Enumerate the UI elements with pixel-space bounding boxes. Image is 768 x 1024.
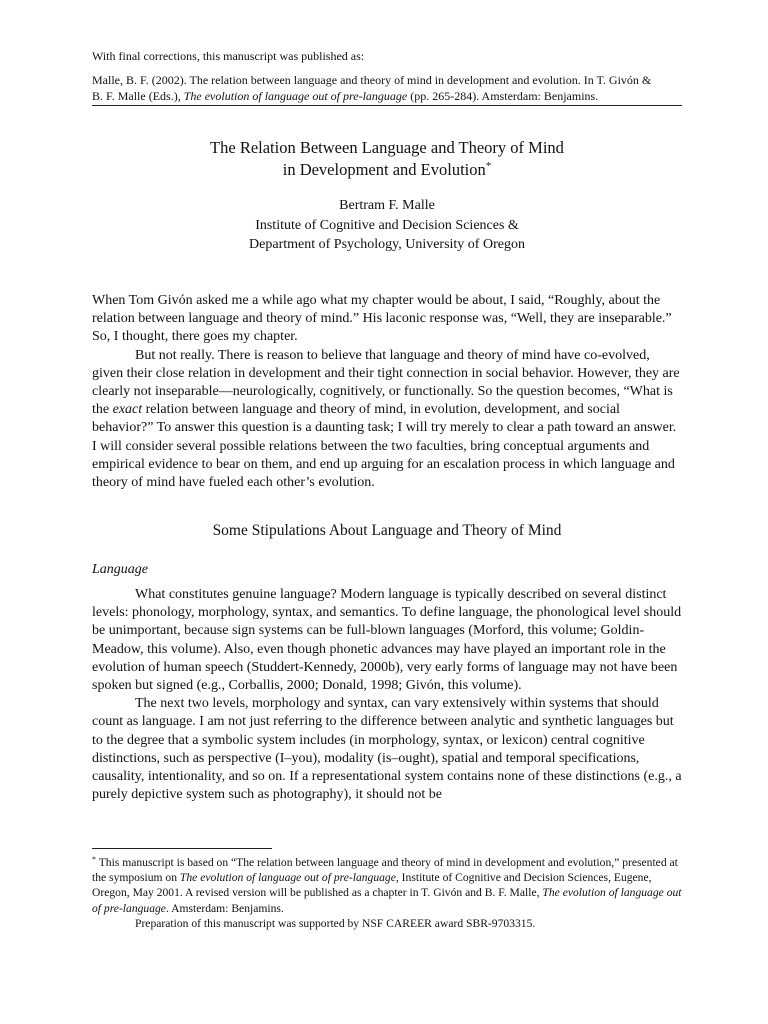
language-section <box>92 586 682 804</box>
language-paragraph-2: The next two levels, morphology and syntax, can vary extensively within systems that should count as language. I am not just referring to the difference between analytic and synthetic languages but to the degree that a symbolic system includes (in morphology, syntax, or lexicon) central cognitive distinctions, such as perspective (I–you), modality (is–ought), spatial and temporal specifications, causality, intentionality, and so on. If a representational system contains none of these distinctions (e.g., a purely depictive system such as photography), it should not be <box>92 696 682 803</box>
footnote-text-c: . Amsterdam: Benjamins. <box>165 901 284 915</box>
author-affiliation-2: Department of Psychology, University of Oregon <box>249 237 525 252</box>
title-footnote-mark[interactable]: * <box>485 160 492 172</box>
emphasis-exact: exact <box>112 402 143 418</box>
footnote-support: Preparation of this manuscript was supported by NSF CAREER award SBR-9703315. <box>135 916 536 930</box>
footnote-text-b: Institute of Cognitive and Decision Sciences, Eugene, Oregon, May 2001. A revised version will be published as a chapter in T. Givón and B. F. Malle, <box>92 871 652 900</box>
title-line-1: The Relation Between Language and Theory of Mind <box>210 138 564 157</box>
paper-title <box>92 137 682 181</box>
subsection-heading-language: Language <box>92 562 148 577</box>
citation-book-title: The evolution of language out of pre-language <box>183 89 408 103</box>
footnote-text <box>92 855 682 916</box>
intro-paragraph-2-end: relation between language and theory of mind, in evolution, development, and social behavior?” To answer this question is a daunting task; I will try merely to clear a path toward an answer. I will consider several possible relations between the two faculties, bring conceptual arguments and empirical evidence to bear on them, and end up arguing for an escalation process in which language and theory of mind have fueled each other’s evolution. <box>92 402 677 491</box>
intro-paragraph-2 <box>92 347 682 493</box>
author-affiliation-1: Institute of Cognitive and Decision Sciences & <box>255 217 519 233</box>
author-block <box>92 196 682 255</box>
footnote-symposium-title: The evolution of language out of pre-language, <box>179 871 399 885</box>
footnote-text-a: This manuscript is based on “The relation between language and theory of mind in development and evolution,” presented at the symposium on <box>92 856 678 885</box>
footnote-divider <box>92 848 272 849</box>
title-line-2-text: in Development and Evolution <box>282 160 486 179</box>
footnote-book-title: The evolution of language out of pre-language <box>92 886 682 915</box>
citation-pages-publisher: (pp. 265-284). Amsterdam: Benjamins. <box>407 89 599 103</box>
footnote <box>92 855 682 931</box>
section-heading: Some Stipulations About Language and Theory of Mind <box>212 522 562 539</box>
intro-paragraph-1: When Tom Givón asked me a while ago what my chapter would be about, I said, “Roughly, about the relation between language and theory of mind.” His laconic response was, “Well, they are inseparable.” So, I thought, there goes my chapter. <box>92 293 672 345</box>
header-divider <box>92 105 682 106</box>
title-line-2 <box>92 159 682 181</box>
intro-section <box>92 292 682 492</box>
citation-line-2 <box>92 88 598 104</box>
language-paragraph-1: What constitutes genuine language? Modern language is typically described on several distinct levels: phonology, morphology, syntax, and semantics. To define language, the phonological level should be unimportant, because sign systems can be full-blown languages (Morford, this volume; Goldin-Meadow, this volume). Also, even though phonetic advances may have played an important role in the evolution of human speech (Studdert-Kennedy, 2000b), very early forms of language may not have been spoken but signed (e.g., Corballis, 2000; Donald, 1998; Givón, this volume). <box>92 587 682 694</box>
intro-paragraph-2-start: But not really. There is reason to believe that language and theory of mind have co-evolved, given their close relation in development and their tight connection in social behavior. However, they are clearly not inseparable—neurologically, cognitively, or functionally. So the question becomes, “What is the <box>92 347 680 418</box>
author-name: Bertram F. Malle <box>339 198 435 213</box>
citation-line-1: Malle, B. F. (2002). The relation between language and theory of mind in development and evolution. In T. Givón & <box>92 73 652 87</box>
publication-note-intro: With final corrections, this manuscript was published as: <box>92 49 365 63</box>
citation-editors: B. F. Malle (Eds.), <box>92 89 184 103</box>
footnote-mark: * <box>92 855 96 864</box>
